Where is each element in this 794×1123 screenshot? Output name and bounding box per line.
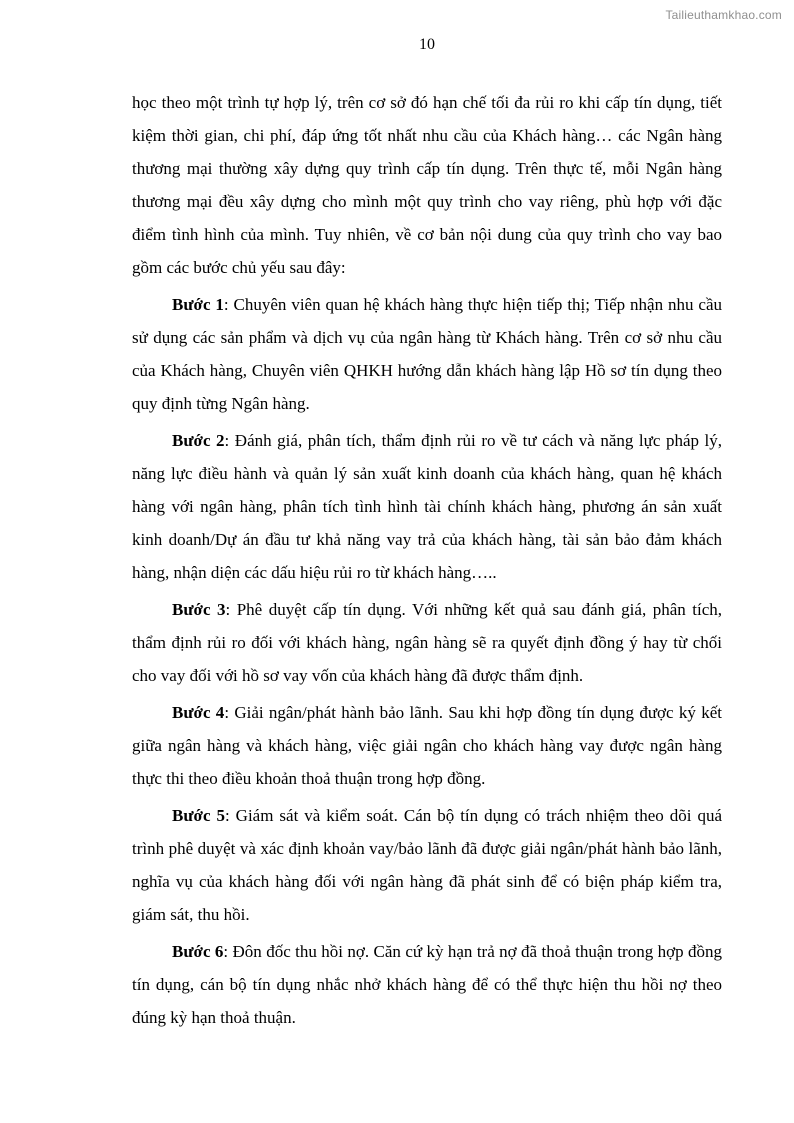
paragraph-step-4 (132, 696, 722, 795)
step-text: : Đôn đốc thu hồi nợ. Căn cứ kỳ hạn trả nợ đã thoả thuận trong hợp đồng tín dụng, cán bộ tín dụng nhắc nhở khách hàng để có thể thực hiện thu hồi nợ theo đúng kỳ hạn thoả thuận. (132, 942, 723, 1027)
paragraph-step-3 (132, 593, 722, 692)
paragraph-step-5 (132, 799, 722, 931)
paragraph-text: học theo một trình tự hợp lý, trên cơ sở đó hạn chế tối đa rủi ro khi cấp tín dụng, tiết kiệm thời gian, chi phí, đáp ứng tốt nhất nhu cầu của Khách hàng… các Ngân hàng thương mại thường xây dựng quy trình cấp tín dụng. Trên thực tế, mỗi Ngân hàng thương mại đều xây dựng cho mình một quy trình cho vay riêng, phù hợp với đặc điểm tình hình của mình. Tuy nhiên, về cơ bản nội dung của quy trình cho vay bao gồm các bước chủ yếu sau đây: (132, 93, 722, 277)
paragraph-step-2 (132, 424, 722, 589)
step-label: Bước 4 (172, 703, 225, 722)
step-label: Bước 3 (172, 600, 226, 619)
step-text: : Chuyên viên quan hệ khách hàng thực hiện tiếp thị; Tiếp nhận nhu cầu sử dụng các sản phẩm và dịch vụ của ngân hàng từ Khách hàng. Trên cơ sở nhu cầu của Khách hàng, Chuyên viên QHKH hướng dẫn khách hàng lập Hồ sơ tín dụng theo quy định từng Ngân hàng. (132, 295, 722, 413)
step-text: : Giám sát và kiểm soát. Cán bộ tín dụng có trách nhiệm theo dõi quá trình phê duyệt và xác định khoản vay/bảo lãnh đã được giải ngân/phát hành bảo lãnh, nghĩa vụ của khách hàng đối với ngân hàng đã phát sinh để có biện pháp kiểm tra, giám sát, thu hồi. (132, 806, 723, 924)
step-text: : Giải ngân/phát hành bảo lãnh. Sau khi hợp đồng tín dụng được ký kết giữa ngân hàng và khách hàng, việc giải ngân cho khách hàng vay được ngân hàng thực thi theo điều khoản thoả thuận trong hợp đồng. (132, 703, 722, 788)
step-label: Bước 2 (172, 431, 225, 450)
step-label: Bước 6 (172, 942, 224, 961)
step-text: : Phê duyệt cấp tín dụng. Với những kết quả sau đánh giá, phân tích, thẩm định rủi ro đối với khách hàng, ngân hàng sẽ ra quyết định đồng ý hay từ chối cho vay đối với hồ sơ vay vốn của khách hàng đã được thẩm định. (132, 600, 722, 685)
document-content (132, 86, 722, 1038)
step-text: : Đánh giá, phân tích, thẩm định rủi ro về tư cách và năng lực pháp lý, năng lực điều hành và quản lý sản xuất kinh doanh của khách hàng, quan hệ khách hàng với ngân hàng, phân tích tình hình tài chính khách hàng, phương án sản xuất kinh doanh/Dự án đầu tư khả năng vay trả của khách hàng, tài sản bảo đảm khách hàng, nhận diện các dấu hiệu rủi ro từ khách hàng….. (132, 431, 723, 582)
paragraph-intro (132, 86, 722, 284)
watermark-text: Tailieuthamkhao.com (665, 8, 782, 22)
step-label: Bước 5 (172, 806, 225, 825)
paragraph-step-1 (132, 288, 722, 420)
step-label: Bước 1 (172, 295, 224, 314)
paragraph-step-6 (132, 935, 722, 1034)
page-number: 10 (419, 36, 435, 53)
